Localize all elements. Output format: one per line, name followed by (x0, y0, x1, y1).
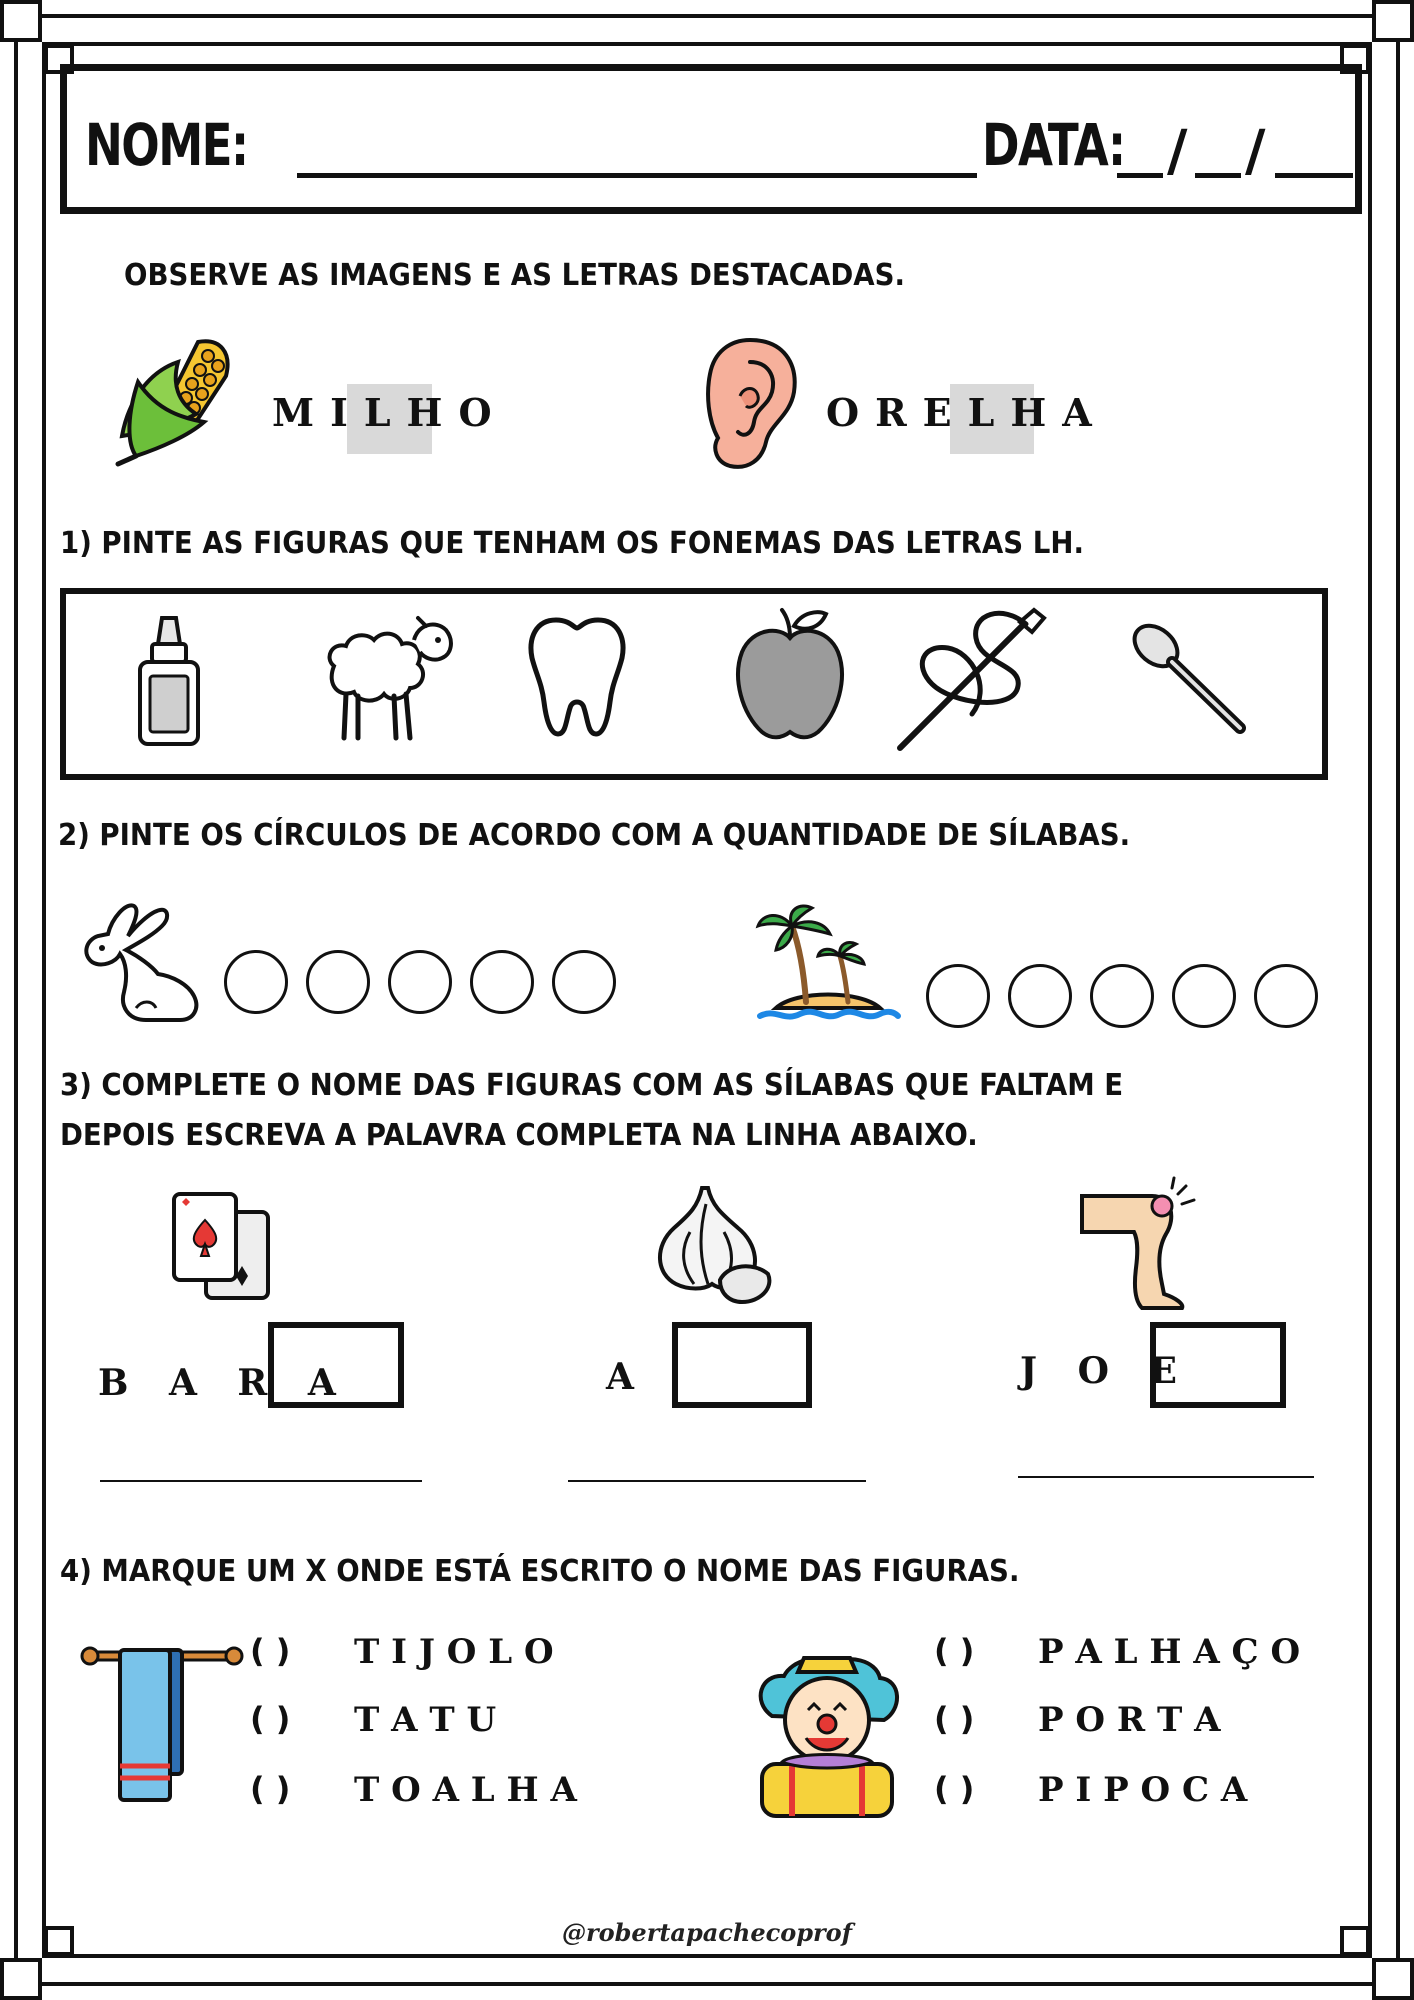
checkbox-toalha[interactable]: ( ) (250, 1770, 291, 1808)
answer-line[interactable] (100, 1480, 422, 1482)
tooth-icon[interactable] (526, 614, 628, 738)
clown-icon (752, 1654, 902, 1818)
option-palhaco: P A L H A Ç O (1038, 1632, 1301, 1672)
frame-corner (0, 0, 42, 42)
question-1: 1) PINTE AS FIGURAS QUE TENHAM OS FONEMAS DAS LETRAS LH. (60, 526, 1084, 561)
example-word-milho: MILHO (272, 390, 508, 435)
date-label: DATA: (982, 111, 1125, 179)
word-prefix-1: B A R A (98, 1362, 350, 1404)
answer-line[interactable] (568, 1480, 866, 1482)
syllable-box[interactable] (268, 1322, 404, 1408)
checkbox-tijolo[interactable]: ( ) (250, 1632, 291, 1670)
needle-icon[interactable] (892, 604, 1052, 754)
island-icon (756, 904, 900, 1032)
option-tijolo: T I J O L O (354, 1632, 554, 1672)
date-month-field[interactable] (1195, 173, 1241, 178)
author-handle: @robertapachecoprof (561, 1918, 853, 1947)
date-slash: / (1167, 119, 1188, 184)
corn-icon (108, 332, 236, 468)
syllable-box[interactable] (672, 1322, 812, 1408)
spoon-icon[interactable] (1126, 616, 1252, 742)
option-pipoca: P I P O C A (1038, 1770, 1248, 1810)
intro-instruction: OBSERVE AS IMAGENS E AS LETRAS DESTACADAS. (124, 258, 905, 293)
syllable-circle[interactable] (1254, 964, 1318, 1028)
question-3-line-2: DEPOIS ESCREVA A PALAVRA COMPLETA NA LINHA ABAIXO. (60, 1118, 978, 1153)
option-toalha: T O A L H A (354, 1770, 577, 1810)
glue-bottle-icon[interactable] (136, 614, 202, 748)
syllable-box[interactable] (1150, 1322, 1286, 1408)
frame-corner (1372, 1958, 1414, 2000)
word-prefix-3: J O E (1020, 1350, 1191, 1392)
answer-line[interactable] (1018, 1476, 1314, 1478)
syllable-circle[interactable] (470, 950, 534, 1014)
sheep-icon[interactable] (314, 606, 454, 746)
rabbit-icon (76, 896, 202, 1026)
syllable-circle[interactable] (1172, 964, 1236, 1028)
towel-icon (82, 1636, 242, 1800)
name-field[interactable] (297, 173, 977, 178)
checkbox-pipoca[interactable]: ( ) (934, 1770, 975, 1808)
option-porta: P O R T A (1038, 1700, 1221, 1740)
syllable-circle[interactable] (552, 950, 616, 1014)
playing-cards-icon (170, 1190, 276, 1310)
syllable-circle[interactable] (1008, 964, 1072, 1028)
apple-icon[interactable] (732, 604, 848, 744)
header-box (60, 64, 1362, 214)
checkbox-tatu[interactable]: ( ) (250, 1700, 291, 1738)
question-4: 4) MARQUE UM X ONDE ESTÁ ESCRITO O NOME DAS FIGURAS. (60, 1554, 1020, 1589)
garlic-icon (650, 1184, 776, 1306)
checkbox-porta[interactable]: ( ) (934, 1700, 975, 1738)
checkbox-palhaco[interactable]: ( ) (934, 1632, 975, 1670)
syllable-circle[interactable] (388, 950, 452, 1014)
syllable-circle[interactable] (1090, 964, 1154, 1028)
syllable-circle[interactable] (926, 964, 990, 1028)
date-day-field[interactable] (1117, 173, 1163, 178)
syllable-circle[interactable] (224, 950, 288, 1014)
question-2: 2) PINTE OS CÍRCULOS DE ACORDO COM A QUANTIDADE DE SÍLABAS. (58, 818, 1131, 853)
syllable-circle[interactable] (306, 950, 370, 1014)
date-year-field[interactable] (1275, 173, 1353, 178)
knee-icon (1078, 1184, 1198, 1312)
name-label: NOME: (85, 111, 248, 179)
option-tatu: T A T U (354, 1700, 497, 1740)
ear-icon (700, 334, 800, 474)
frame-corner (0, 1958, 42, 2000)
question-3-line-1: 3) COMPLETE O NOME DAS FIGURAS COM AS SÍLABAS QUE FALTAM E (60, 1068, 1124, 1103)
word-prefix-2: A (606, 1356, 650, 1398)
frame-corner (1372, 0, 1414, 42)
date-slash: / (1245, 119, 1266, 184)
example-word-orelha: ORELHA (826, 390, 1108, 435)
